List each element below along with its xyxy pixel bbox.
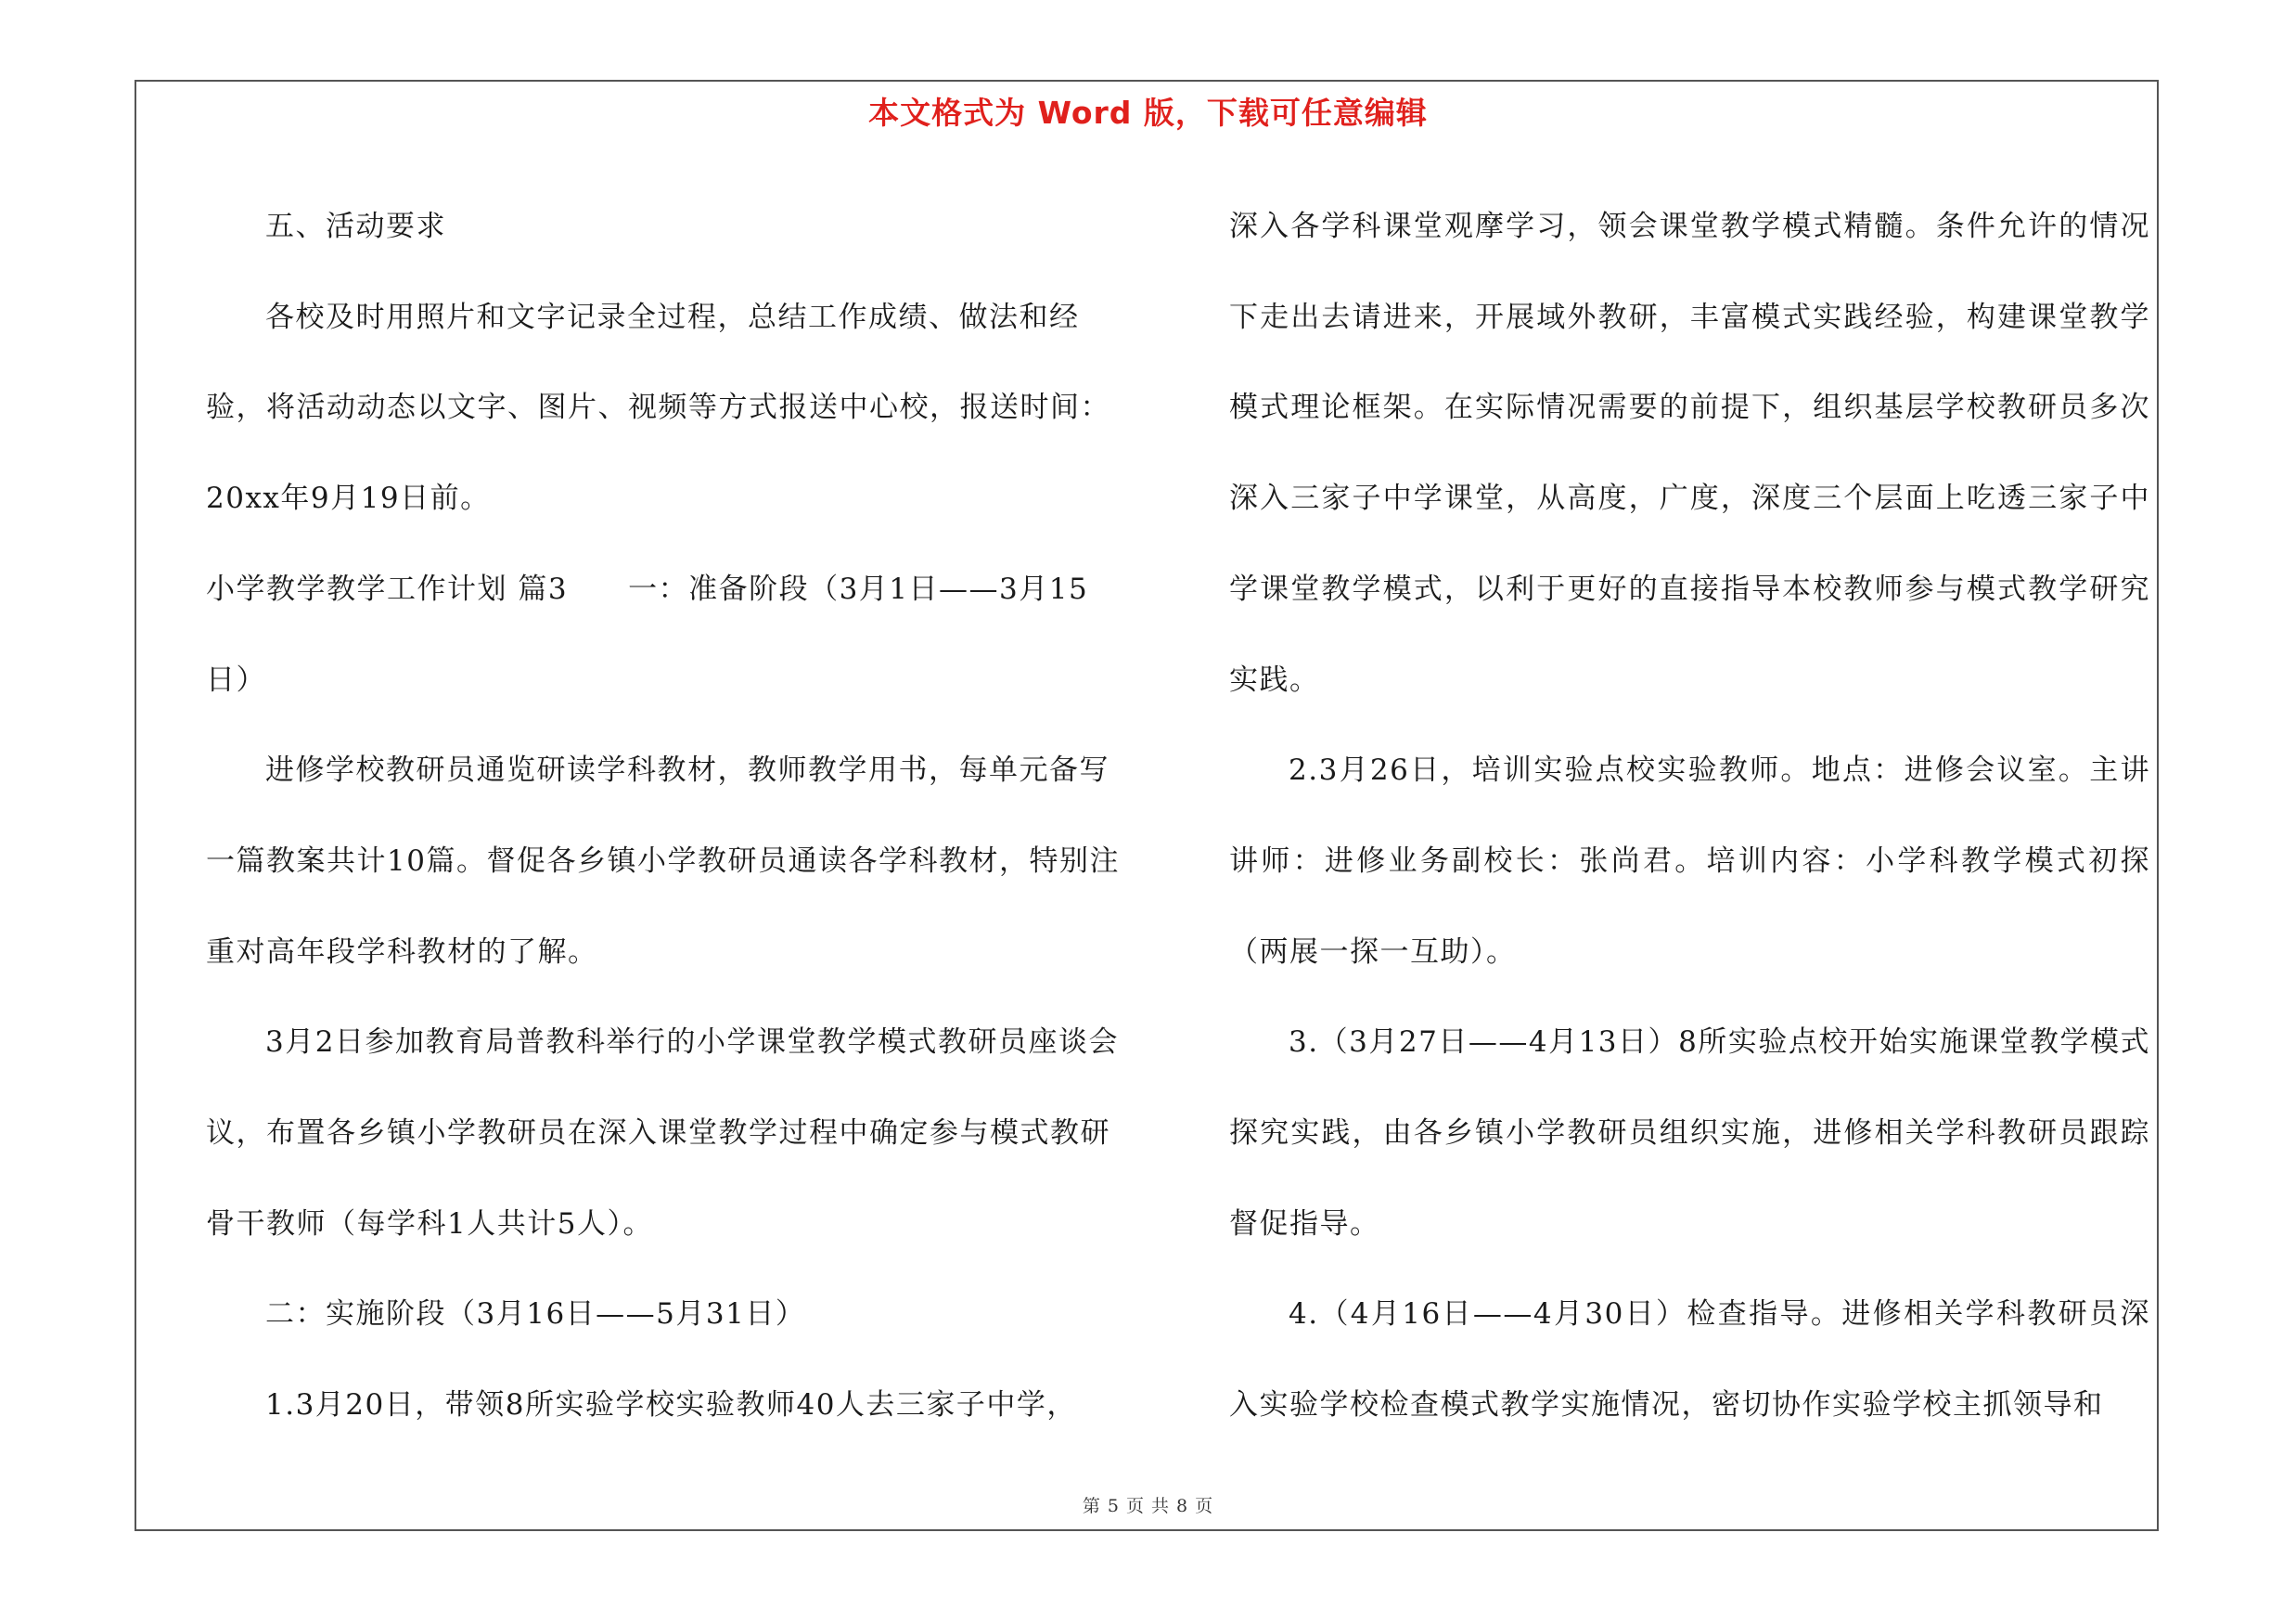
paragraph-item-2: 2.3月26日，培训实验点校实验教师。地点：进修会议室。主讲讲师：进修业务副校长：张尚君。培训内容：小学科教学模式初探（两展一探一互助）。	[1229, 754, 2150, 969]
page-number-footer: 第 5 页 共 8 页	[1082, 1496, 1214, 1516]
left-column	[206, 182, 1128, 1451]
word-format-banner: 本文格式为 Word 版，下载可任意编辑	[868, 95, 1428, 131]
section-heading-implementation: 二：实施阶段（3月16日——5月31日）	[265, 1297, 806, 1332]
plan-title-prep-stage: 小学教学教学工作计划 篇3 一：准备阶段（3月1日——3月15日）	[206, 572, 1089, 697]
paragraph-item-4: 4.（4月16日——4月30日）检查指导。进修相关学科教研员深入实验学校检查模式教学实施情况，密切协作实验学校主抓领导和	[1229, 1297, 2150, 1423]
right-column	[1229, 182, 2150, 1451]
paragraph-symposium: 3月2日参加教育局普教科举行的小学课堂教学模式教研员座谈会议，布置各乡镇小学教研员在深入课堂教学过程中确定参与模式教研骨干教师（每学科1人共计5人）。	[206, 1025, 1119, 1241]
paragraph-item-1-continued: 深入各学科课堂观摩学习，领会课堂教学模式精髓。条件允许的情况下走出去请进来，开展域外教研，丰富模式实践经验，构建课堂教学模式理论框架。在实际情况需要的前提下，组织基层学校教研员多次深入三家子中学课堂，从高度，广度，深度三个层面上吃透三家子中学课堂教学模式，以利于更好的直接指导本校教师参与模式教学研究实践。	[1229, 210, 2150, 697]
paragraph-textbook-study: 进修学校教研员通览研读学科教材，教师教学用书，每单元备写一篇教案共计10篇。督促各乡镇小学教研员通读各学科教材，特别注重对高年段学科教材的了解。	[206, 754, 1120, 969]
paragraph-report-requirements: 各校及时用照片和文字记录全过程，总结工作成绩、做法和经验，将活动动态以文字、图片、视频等方式报送中心校，报送时间：20xx年9月19日前。	[206, 300, 1110, 516]
section-heading-activity-requirements: 五、活动要求	[265, 210, 446, 243]
paragraph-item-1: 1.3月20日，带领8所实验学校实验教师40人去三家子中学，	[265, 1388, 1077, 1423]
paragraph-item-3: 3.（3月27日——4月13日）8所实验点校开始实施课堂教学模式探究实践，由各乡镇小学教研员组织实施，进修相关学科教研员跟踪督促指导。	[1229, 1025, 2150, 1241]
